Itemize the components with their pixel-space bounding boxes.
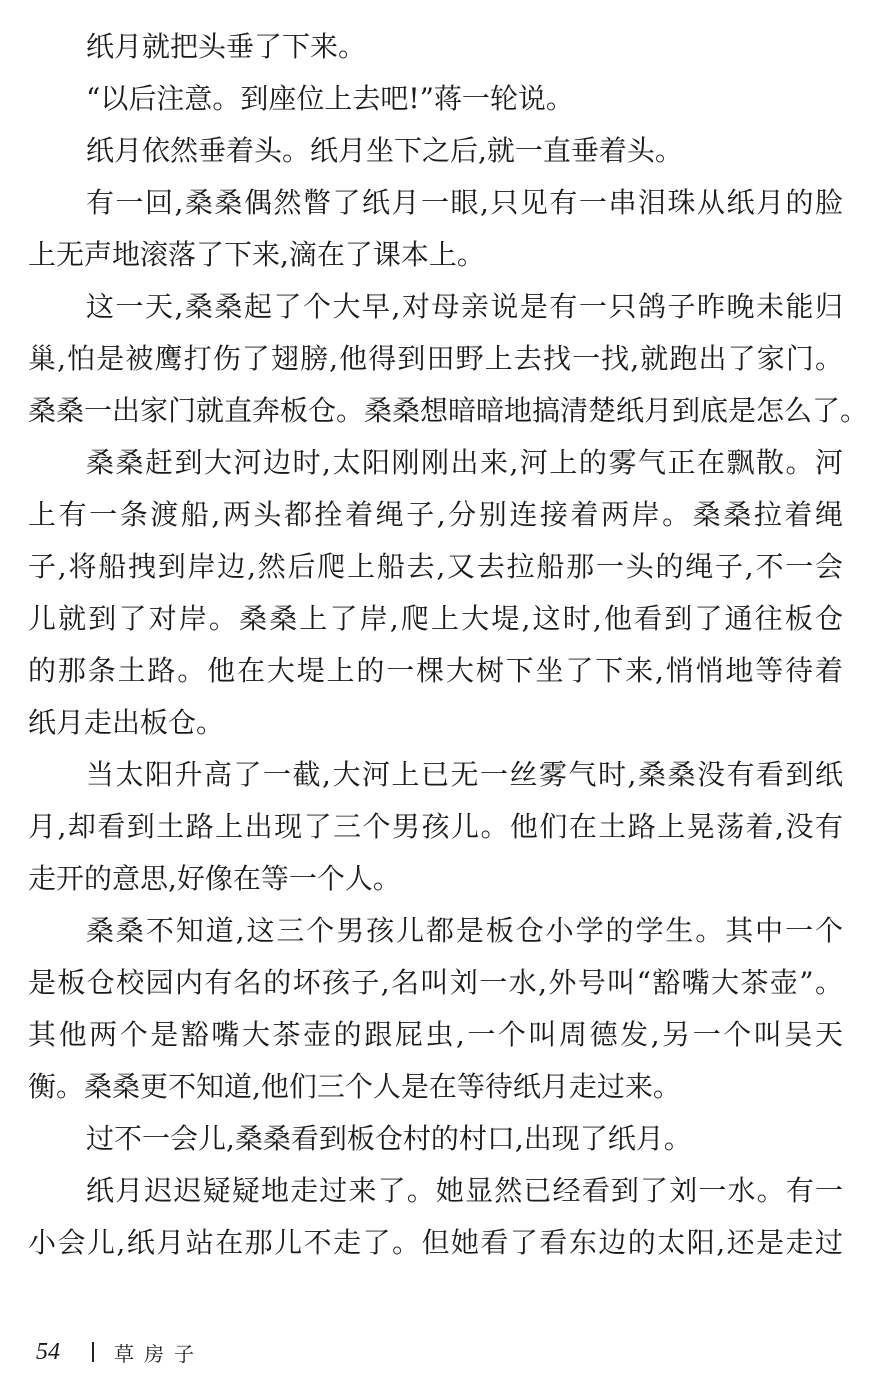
text-line: 月,却看到土路上出现了三个男孩儿。他们在土路上晃荡着,没有 xyxy=(28,810,843,843)
text-line: 儿就到了对岸。桑桑上了岸,爬上大堤,这时,他看到了通往板仓 xyxy=(28,602,843,635)
text-line: 纸月迟迟疑疑地走过来了。她显然已经看到了刘一水。有一 xyxy=(86,1174,843,1207)
text-line: “以后注意。到座位上去吧!”蒋一轮说。 xyxy=(86,82,574,115)
page-body xyxy=(28,21,869,1269)
text-line: 桑桑不知道,这三个男孩儿都是板仓小学的学生。其中一个 xyxy=(86,914,843,947)
page-footer xyxy=(36,1334,204,1370)
text-line: 小会儿,纸月站在那儿不走了。但她看了看东边的太阳,还是走过 xyxy=(28,1226,843,1259)
text-line: 巢,怕是被鹰打伤了翅膀,他得到田野上去找一找,就跑出了家门。 xyxy=(28,342,843,375)
text-line: 有一回,桑桑偶然瞥了纸月一眼,只见有一串泪珠从纸月的脸 xyxy=(86,186,843,219)
text-line: 纸月依然垂着头。纸月坐下之后,就一直垂着头。 xyxy=(86,134,683,167)
text-line: 纸月走出板仓。 xyxy=(28,706,225,739)
text-line: 上无声地滚落了下来,滴在了课本上。 xyxy=(28,238,485,271)
text-line: 桑桑赶到大河边时,太阳刚刚出来,河上的雾气正在飘散。河 xyxy=(86,446,843,479)
text-line: 桑桑一出家门就直奔板仓。桑桑想暗暗地搞清楚纸月到底是怎么了。 xyxy=(28,394,869,427)
text-line: 上有一条渡船,两头都拴着绳子,分别连接着两岸。桑桑拉着绳 xyxy=(28,498,843,531)
text-line: 过不一会儿,桑桑看到板仓村的村口,出现了纸月。 xyxy=(86,1122,692,1155)
text-line: 当太阳升高了一截,大河上已无一丝雾气时,桑桑没有看到纸 xyxy=(86,758,843,791)
page-number: 54 xyxy=(36,1338,60,1365)
text-line: 这一天,桑桑起了个大早,对母亲说是有一只鸽子昨晚未能归 xyxy=(86,290,843,323)
text-line: 子,将船拽到岸边,然后爬上船去,又去拉船那一头的绳子,不一会 xyxy=(28,550,843,583)
text-line: 纸月就把头垂了下来。 xyxy=(86,30,367,63)
text-line: 的那条土路。他在大堤上的一棵大树下坐了下来,悄悄地等待着 xyxy=(28,654,843,687)
text-line: 其他两个是豁嘴大茶壶的跟屁虫,一个叫周德发,另一个叫吴天 xyxy=(28,1018,843,1051)
text-line: 走开的意思,好像在等一个人。 xyxy=(28,862,401,895)
book-title: 草房子 xyxy=(114,1341,204,1366)
footer-divider xyxy=(92,1342,94,1362)
text-line: 衡。桑桑更不知道,他们三个人是在等待纸月走过来。 xyxy=(28,1070,681,1103)
text-line: 是板仓校园内有名的坏孩子,名叫刘一水,外号叫“豁嘴大茶壶”。 xyxy=(28,966,843,999)
